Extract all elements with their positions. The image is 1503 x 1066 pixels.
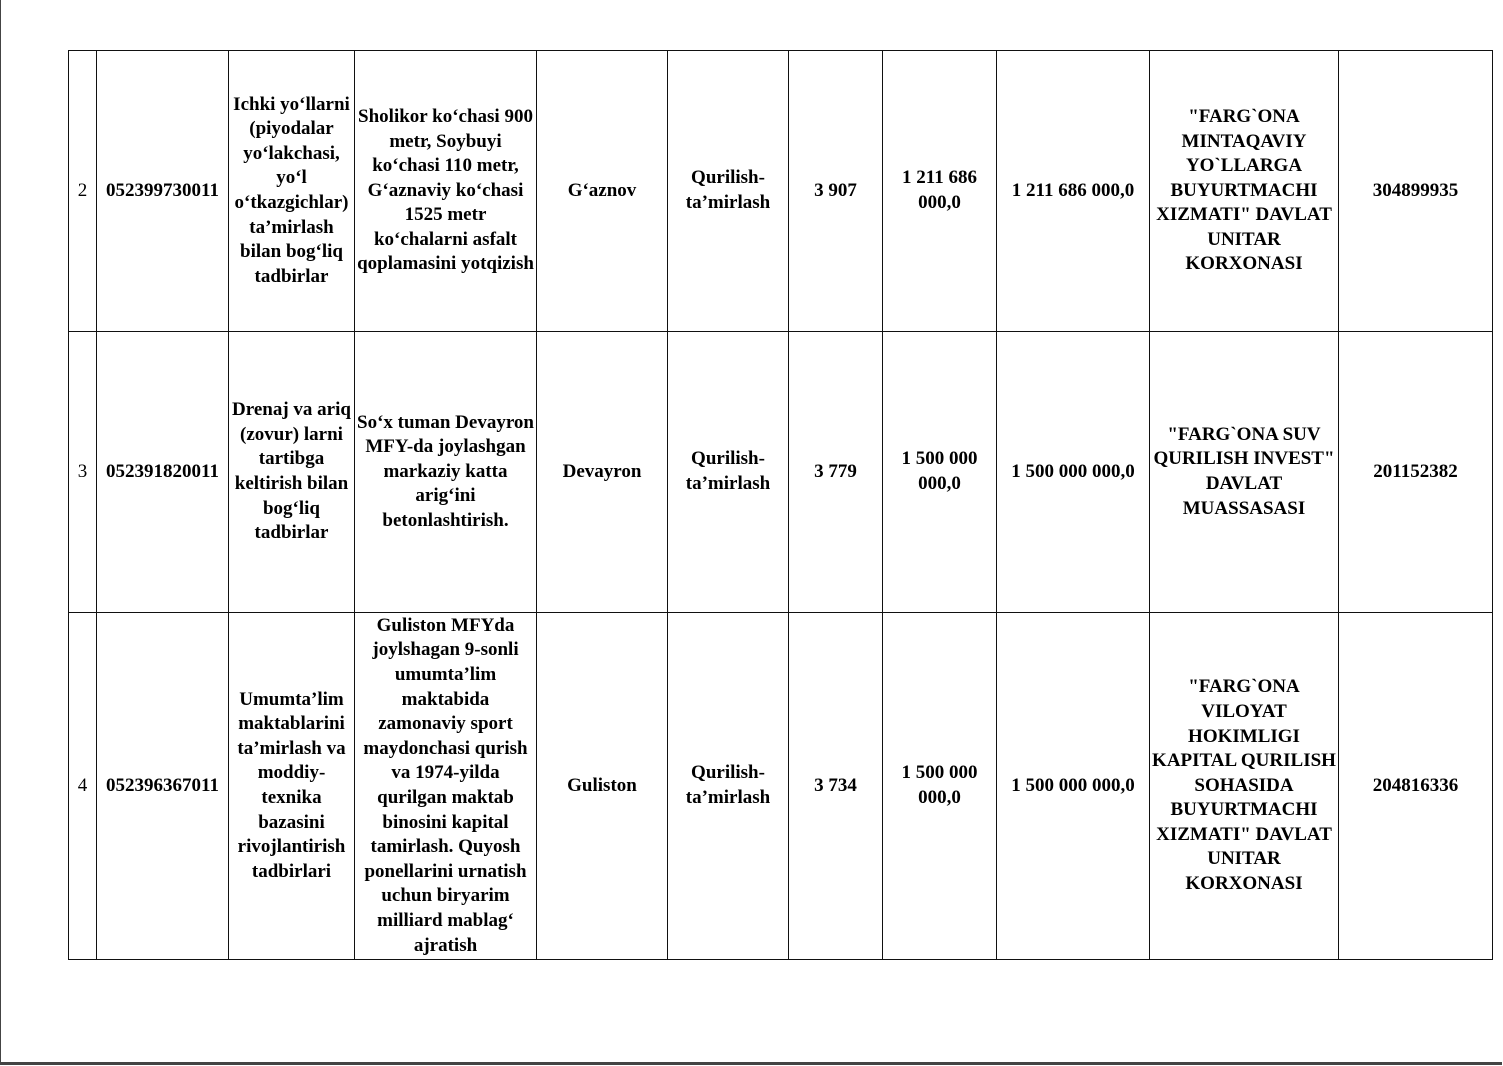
row-number: 4 [69, 613, 97, 960]
work-type: Qurilish-ta’mirlash [668, 332, 789, 613]
activity-type: Umumta’lim maktablarini ta’mirlash va moddiy-texnika bazasini rivojlantirish tadbirlari [229, 613, 355, 960]
total-amount: 1 500 000 000,0 [997, 332, 1150, 613]
project-code: 052396367011 [97, 613, 229, 960]
organization-inn: 204816336 [1339, 613, 1493, 960]
responsible-organization: "FARG`ONA SUV QURILISH INVEST" DAVLAT MUASSASASI [1150, 332, 1339, 613]
table-row [69, 613, 1493, 960]
votes-count: 3 779 [789, 332, 883, 613]
project-description: Sholikor ko‘chasi 900 metr, Soybuyi ko‘chasi 110 metr, G‘aznaviy ko‘chasi 1525 metr ko‘chalarni asfalt qoplamasini yotqizish [355, 51, 537, 332]
work-type: Qurilish-ta’mirlash [668, 613, 789, 960]
allocated-amount: 1 211 686 000,0 [883, 51, 997, 332]
project-description: So‘x tuman Devayron MFY-da joylashgan markaziy katta arig‘ini betonlashtirish. [355, 332, 537, 613]
table-row [69, 332, 1493, 613]
mahalla-name: Devayron [537, 332, 668, 613]
allocated-amount: 1 500 000 000,0 [883, 332, 997, 613]
responsible-organization: "FARG`ONA VILOYAT HOKIMLIGI KAPITAL QURILISH SOHASIDA BUYURTMACHI XIZMATI" DAVLAT UNITAR KORXONASI [1150, 613, 1339, 960]
row-number: 3 [69, 332, 97, 613]
total-amount: 1 211 686 000,0 [997, 51, 1150, 332]
project-description: Guliston MFYda joylshagan 9-sonli umumta’lim maktabida zamonaviy sport maydonchasi qurish va 1974-yilda qurilgan maktab binosini kapital tamirlash. Quyosh ponellarini urnatish uchun biryarim milliard mablag‘ ajratish [355, 613, 537, 960]
allocated-amount: 1 500 000 000,0 [883, 613, 997, 960]
activity-type: Drenaj va ariq (zovur) larni tartibga keltirish bilan bog‘liq tadbirlar [229, 332, 355, 613]
mahalla-name: Guliston [537, 613, 668, 960]
mahalla-name: G‘aznov [537, 51, 668, 332]
table-row [69, 51, 1493, 332]
votes-count: 3 734 [789, 613, 883, 960]
responsible-organization: "FARG`ONA MINTAQAVIY YO`LLARGA BUYURTMACHI XIZMATI" DAVLAT UNITAR KORXONASI [1150, 51, 1339, 332]
row-number: 2 [69, 51, 97, 332]
project-code: 052399730011 [97, 51, 229, 332]
work-type: Qurilish-ta’mirlash [668, 51, 789, 332]
total-amount: 1 500 000 000,0 [997, 613, 1150, 960]
projects-table [68, 50, 1493, 960]
project-code: 052391820011 [97, 332, 229, 613]
organization-inn: 201152382 [1339, 332, 1493, 613]
organization-inn: 304899935 [1339, 51, 1493, 332]
activity-type: Ichki yo‘llarni (piyodalar yo‘lakchasi, yo‘l o‘tkazgichlar) ta’mirlash bilan bog‘liq tadbirlar [229, 51, 355, 332]
votes-count: 3 907 [789, 51, 883, 332]
